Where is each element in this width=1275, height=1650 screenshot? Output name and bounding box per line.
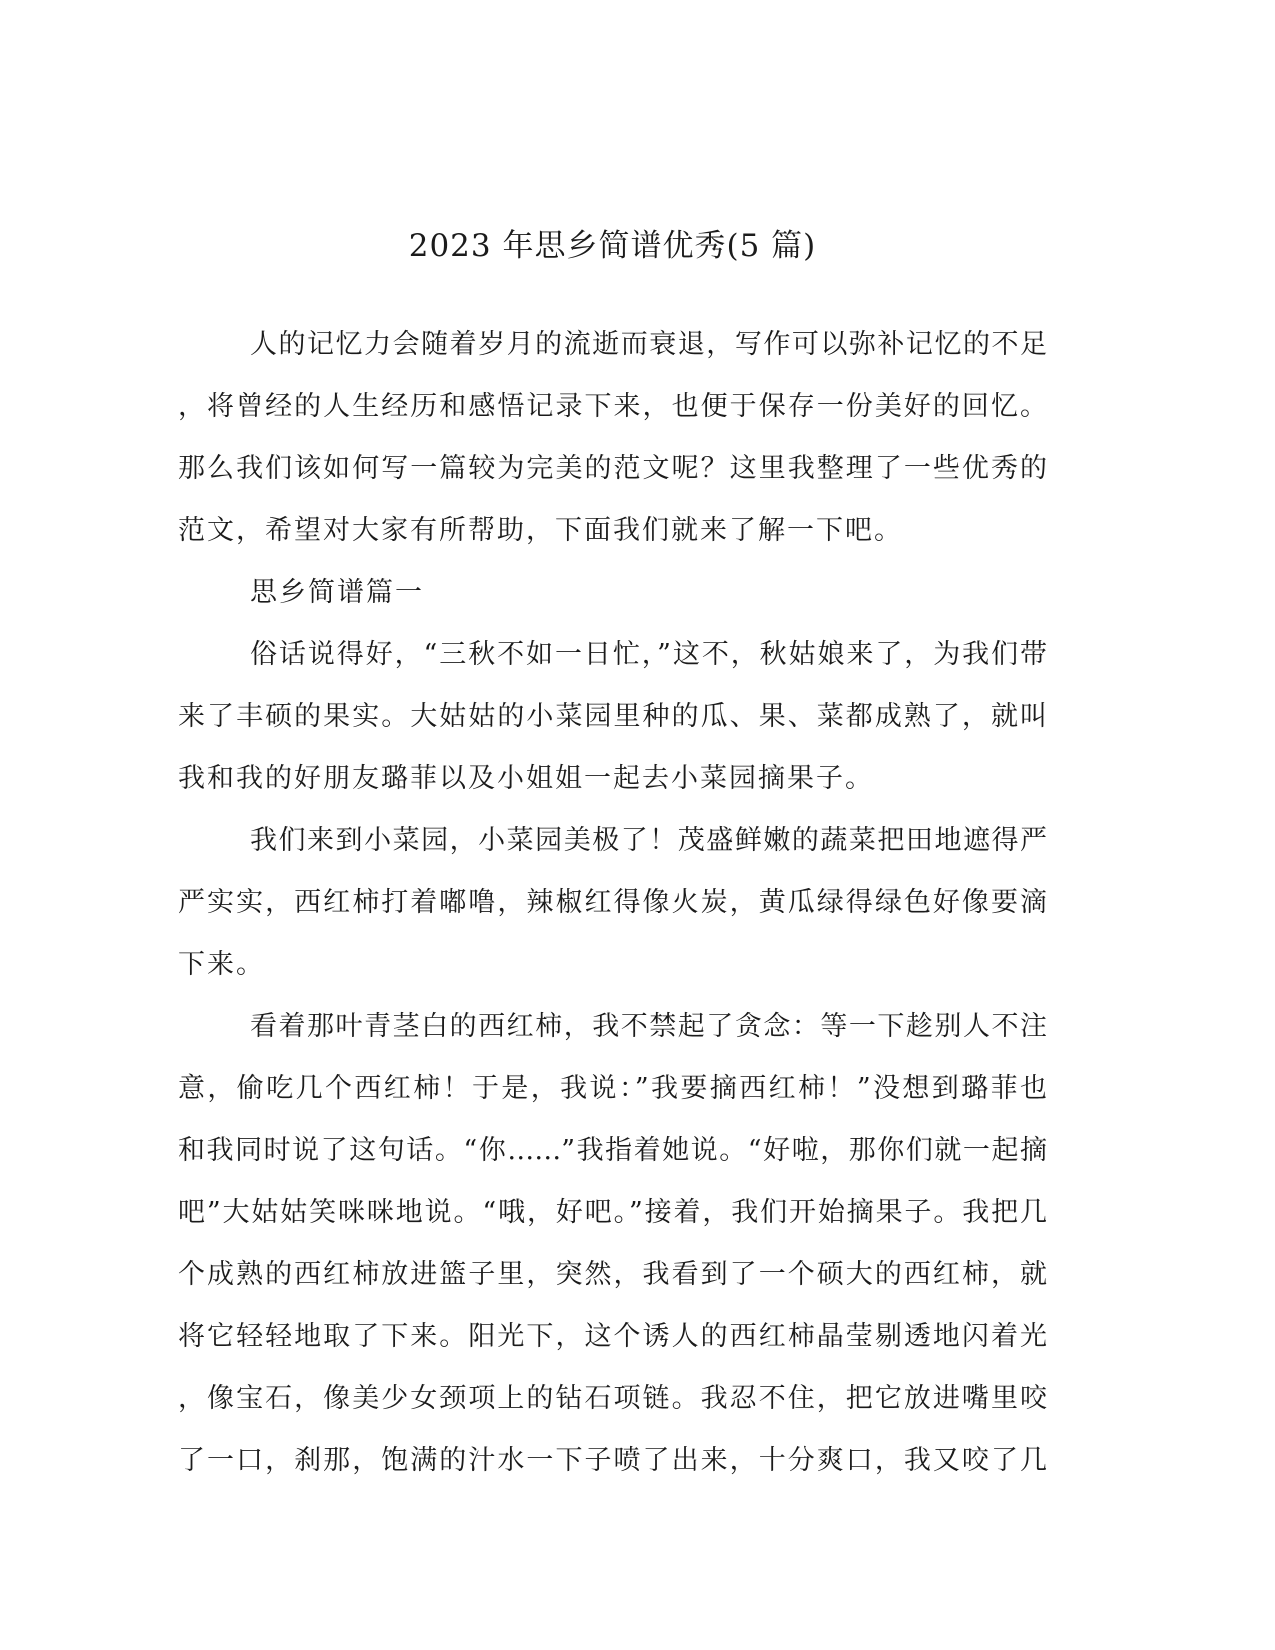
- text-line: 范文，希望对大家有所帮助，下面我们就来了解一下吧。: [178, 515, 903, 546]
- text-line: 那么我们该如何写一篇较为完美的范文呢？这里我整理了一些优秀的: [178, 453, 1047, 484]
- text-line: 我们来到小菜园，小菜园美极了！茂盛鲜嫩的蔬菜把田地遮得严: [250, 825, 1047, 856]
- text-line: 严实实，西红柿打着嘟噜，辣椒红得像火炭，黄瓜绿得绿色好像要滴: [178, 887, 1047, 918]
- text-line: 了一口，刹那，饱满的汁水一下子喷了出来，十分爽口，我又咬了几: [178, 1445, 1047, 1476]
- text-line: 俗话说得好，“三秋不如一日忙，”这不，秋姑娘来了，为我们带: [250, 639, 1047, 670]
- text-line: 我和我的好朋友璐菲以及小姐姐一起去小菜园摘果子。: [178, 763, 874, 794]
- text-line: 来了丰硕的果实。大姑姑的小菜园里种的瓜、果、菜都成熟了，就叫: [178, 701, 1047, 732]
- text-line: 和我同时说了这句话。“你……”我指着她说。“好啦，那你们就一起摘: [178, 1135, 1047, 1166]
- text-line: 看着那叶青茎白的西红柿，我不禁起了贪念：等一下趁别人不注: [250, 1011, 1047, 1042]
- document-body: [178, 314, 1047, 1492]
- text-line: 个成熟的西红柿放进篮子里，突然，我看到了一个硕大的西红柿，就: [178, 1259, 1047, 1290]
- text-line: 思乡简谱篇一: [250, 577, 424, 608]
- text-line: ，像宝石，像美少女颈项上的钻石项链。我忍不住，把它放进嘴里咬: [178, 1383, 1047, 1414]
- text-line: ，将曾经的人生经历和感悟记录下来，也便于保存一份美好的回忆。: [178, 391, 1047, 422]
- text-line: 吧”大姑姑笑咪咪地说。“哦，好吧。”接着，我们开始摘果子。我把几: [178, 1197, 1047, 1228]
- text-line: 人的记忆力会随着岁月的流逝而衰退，写作可以弥补记忆的不足: [250, 329, 1047, 360]
- text-line: 意，偷吃几个西红柿！于是，我说：”我要摘西红柿！”没想到璐菲也: [178, 1073, 1047, 1104]
- page-title: 2023 年思乡简谱优秀(5 篇): [408, 227, 817, 264]
- text-line: 将它轻轻地取了下来。阳光下，这个诱人的西红柿晶莹剔透地闪着光: [178, 1321, 1047, 1352]
- text-line: 下来。: [178, 949, 265, 980]
